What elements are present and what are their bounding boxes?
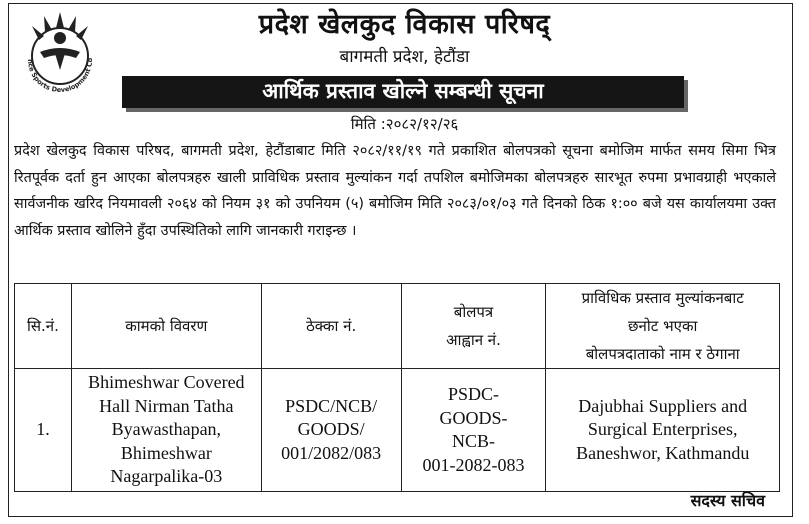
org-name: प्रदेश खेलकुद विकास परिषद् — [258, 9, 551, 40]
cell-line: Dajubhai Suppliers and — [578, 395, 748, 416]
cell-line: PSDC- — [448, 384, 500, 404]
notice-title: आर्थिक प्रस्ताव खोल्ने सम्बन्धी सूचना — [122, 76, 684, 108]
cell-line: Bhimeshwar Covered — [88, 372, 245, 393]
cell-line: Surgical Enterprises, — [587, 419, 738, 440]
cell-line: Byawasthapan, — [111, 419, 222, 440]
works-table — [14, 283, 780, 492]
header-bidder-line: छनोट भएका — [628, 317, 698, 335]
notice-date: मिति :२०८२/१२/२६ — [350, 115, 459, 133]
cell-line: Baneshwor, Kathmandu — [576, 442, 750, 463]
cell-description — [71, 369, 261, 492]
header-bid-no-line: आह्वान नं. — [446, 331, 501, 349]
header-sn: सि.नं. — [15, 284, 72, 369]
header-bidder — [546, 284, 780, 369]
cell-bidder — [546, 369, 780, 492]
cell-sn: 1. — [15, 369, 72, 492]
table-row — [15, 369, 780, 492]
cell-line: Bhimeshwar — [120, 442, 212, 463]
header-description: कामको विवरण — [71, 284, 261, 369]
signatory: सदस्य सचिव — [690, 491, 765, 510]
notice-paragraph: प्रदेश खेलकुद विकास परिषद, बागमती प्रदेश, हेटौंडाबाट मिति २०८२/११/१९ गते प्रकाशित बोलपत्रको सूचना बमोजिम मार्फत समय सिमा भित्र रितपूर्वक दर्ता हुन आएका बोलपत्रहरु खाली प्राविधिक प्रस्ताव मुल्यांकन गर्दा तपशिल बमोजिमका बोलपत्रहरु सारभूत रुपमा प्रभावग्राही भएकाले सार्वजनीक खरिद नियमावली २०६४ को नियम ३१ को उपनियम (५) बमोजिम मिति २०८३/०१/०३ गते दिनको ठिक १:०० बजे यस कार्यालयमा उक्त आर्थिक प्रस्ताव खोलिने हुँदा उपस्थितिको लागि जानकारी गराइन्छ । — [14, 143, 776, 239]
logo-text: nce Sports Development Co — [25, 57, 95, 95]
header-contract-no: ठेक्का नं. — [261, 284, 401, 369]
header-bid-no — [401, 284, 546, 369]
cell-line: PSDC/NCB/ — [285, 395, 378, 416]
cell-line: GOODS- — [439, 407, 508, 428]
cell-line: Hall Nirman Tatha — [99, 395, 234, 416]
header-bid-no-line: बोलपत्र — [453, 303, 494, 321]
cell-line: 001/2082/083 — [281, 442, 382, 463]
header-bidder-line: प्राविधिक प्रस्ताव मुल्यांकनबाट — [581, 289, 744, 307]
cell-line: 001-2082-083 — [422, 454, 525, 475]
cell-line: NCB- — [452, 431, 496, 451]
cell-contract-no — [261, 369, 401, 492]
table-header-row — [15, 284, 780, 369]
cell-line: Nagarpalika-03 — [110, 466, 223, 487]
header-bidder-line: बोलपत्रदाताको नाम र ठेगाना — [585, 345, 740, 363]
cell-line: GOODS/ — [297, 419, 365, 440]
cell-bid-no — [401, 369, 546, 492]
org-location: बागमती प्रदेश, हेटौंडा — [339, 47, 470, 67]
